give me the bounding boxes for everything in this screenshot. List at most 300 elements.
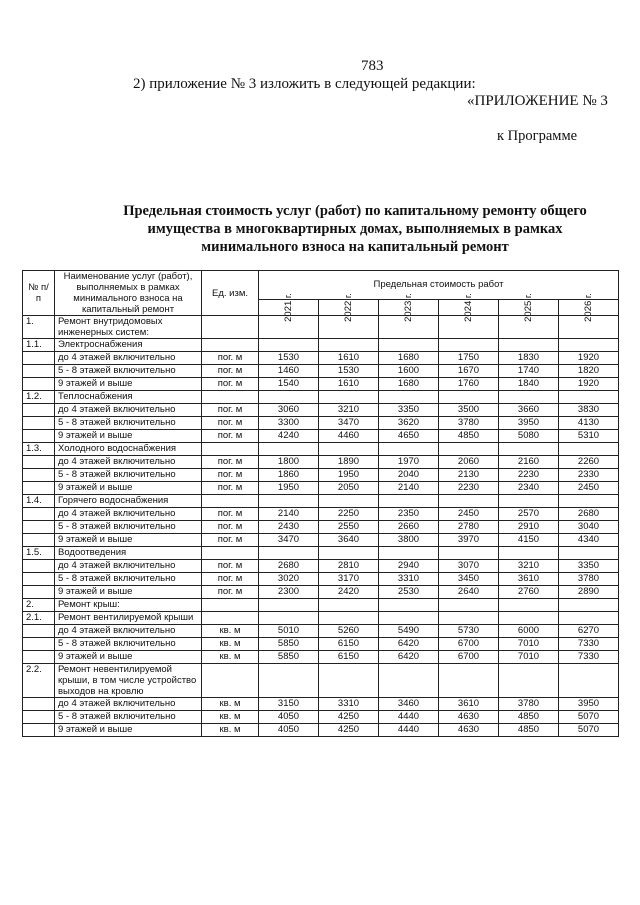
row-num <box>23 378 55 391</box>
row-value: 3470 <box>319 417 379 430</box>
appendix-subtitle: к Программе <box>497 128 578 144</box>
row-name: 9 этажей и выше <box>55 482 202 495</box>
table-row <box>23 417 619 430</box>
row-value: 2260 <box>559 456 619 469</box>
row-value: 3660 <box>499 404 559 417</box>
row-value <box>319 612 379 625</box>
table-body <box>23 316 619 737</box>
row-num <box>23 430 55 443</box>
row-value <box>499 495 559 508</box>
row-value: 4340 <box>559 534 619 547</box>
row-unit: пог. м <box>202 586 259 599</box>
row-value: 1830 <box>499 352 559 365</box>
section-row <box>23 391 619 404</box>
row-unit: пог. м <box>202 430 259 443</box>
row-num <box>23 698 55 711</box>
row-value: 3450 <box>439 573 499 586</box>
row-name: до 4 этажей включительно <box>55 508 202 521</box>
header-year: 2023 г. <box>379 299 439 315</box>
row-unit: пог. м <box>202 573 259 586</box>
row-name: до 4 этажей включительно <box>55 625 202 638</box>
row-value: 2550 <box>319 521 379 534</box>
row-value: 2050 <box>319 482 379 495</box>
row-value: 1600 <box>379 365 439 378</box>
row-value: 2060 <box>439 456 499 469</box>
row-value: 3020 <box>259 573 319 586</box>
row-unit <box>202 339 259 352</box>
row-unit <box>202 495 259 508</box>
row-value <box>559 664 619 698</box>
row-value: 3150 <box>259 698 319 711</box>
row-num: 1.5. <box>23 547 55 560</box>
row-num <box>23 352 55 365</box>
row-unit: кв. м <box>202 651 259 664</box>
row-value: 2420 <box>319 586 379 599</box>
row-value <box>259 547 319 560</box>
row-value: 2570 <box>499 508 559 521</box>
row-name: Теплоснабжения <box>55 391 202 404</box>
header-year: 2021 г. <box>259 299 319 315</box>
header-year: 2025 г. <box>499 299 559 315</box>
row-num <box>23 456 55 469</box>
row-value <box>379 664 439 698</box>
row-unit: пог. м <box>202 508 259 521</box>
row-unit: кв. м <box>202 698 259 711</box>
row-unit: пог. м <box>202 482 259 495</box>
row-value: 2140 <box>259 508 319 521</box>
row-unit: пог. м <box>202 378 259 391</box>
row-value: 1540 <box>259 378 319 391</box>
row-num: 2. <box>23 599 55 612</box>
row-name: до 4 этажей включительно <box>55 560 202 573</box>
row-unit: пог. м <box>202 534 259 547</box>
row-value <box>379 391 439 404</box>
row-unit: кв. м <box>202 638 259 651</box>
table-row <box>23 625 619 638</box>
row-value: 5850 <box>259 638 319 651</box>
row-value: 1530 <box>319 365 379 378</box>
intro-line: 2) приложение № 3 изложить в следующей редакции: <box>133 76 476 92</box>
row-value <box>379 547 439 560</box>
row-value: 2530 <box>379 586 439 599</box>
row-unit: кв. м <box>202 625 259 638</box>
row-value: 4150 <box>499 534 559 547</box>
row-value: 3070 <box>439 560 499 573</box>
row-value <box>499 391 559 404</box>
row-num <box>23 482 55 495</box>
row-value: 3780 <box>439 417 499 430</box>
row-value: 7010 <box>499 638 559 651</box>
row-value: 2450 <box>559 482 619 495</box>
row-value: 2890 <box>559 586 619 599</box>
row-value: 2330 <box>559 469 619 482</box>
row-unit: кв. м <box>202 711 259 724</box>
table-row <box>23 482 619 495</box>
row-unit: пог. м <box>202 417 259 430</box>
row-value: 7330 <box>559 638 619 651</box>
row-value: 2250 <box>319 508 379 521</box>
row-value <box>379 612 439 625</box>
row-name: 9 этажей и выше <box>55 534 202 547</box>
row-value <box>439 495 499 508</box>
row-value: 3210 <box>319 404 379 417</box>
table-row <box>23 638 619 651</box>
row-unit <box>202 316 259 339</box>
row-value: 1460 <box>259 365 319 378</box>
row-value: 1680 <box>379 378 439 391</box>
section-row <box>23 664 619 698</box>
row-value <box>259 443 319 456</box>
header-num: № п/п <box>23 271 55 316</box>
row-value <box>499 547 559 560</box>
row-value: 1610 <box>319 352 379 365</box>
row-value: 2230 <box>499 469 559 482</box>
row-value <box>379 443 439 456</box>
header-name: Наименование услуг (работ), выполняемых в рамках минимального взноса на капитальный ремонт <box>55 271 202 316</box>
row-num <box>23 625 55 638</box>
row-unit <box>202 599 259 612</box>
row-num <box>23 573 55 586</box>
row-value: 2430 <box>259 521 319 534</box>
row-value: 3620 <box>379 417 439 430</box>
row-unit: пог. м <box>202 404 259 417</box>
row-value: 2780 <box>439 521 499 534</box>
row-value: 2910 <box>499 521 559 534</box>
row-value: 4850 <box>499 711 559 724</box>
row-name: 5 - 8 этажей включительно <box>55 417 202 430</box>
row-value: 3060 <box>259 404 319 417</box>
row-value <box>259 664 319 698</box>
row-value: 4240 <box>259 430 319 443</box>
row-value <box>559 612 619 625</box>
row-value: 1920 <box>559 352 619 365</box>
row-value: 2130 <box>439 469 499 482</box>
row-value: 5070 <box>559 711 619 724</box>
row-name: 5 - 8 этажей включительно <box>55 638 202 651</box>
row-value: 2450 <box>439 508 499 521</box>
row-value: 4050 <box>259 724 319 737</box>
row-value: 1670 <box>439 365 499 378</box>
row-unit: пог. м <box>202 352 259 365</box>
page-number: 783 <box>361 58 384 74</box>
row-value <box>379 339 439 352</box>
row-value: 2680 <box>559 508 619 521</box>
row-value <box>259 495 319 508</box>
row-value: 2680 <box>259 560 319 573</box>
row-name: Ремонт внутридомовых инженерных систем: <box>55 316 202 339</box>
row-value <box>439 443 499 456</box>
row-value <box>319 443 379 456</box>
row-num <box>23 365 55 378</box>
row-name: Холодного водоснабжения <box>55 443 202 456</box>
row-value: 3300 <box>259 417 319 430</box>
row-value: 3610 <box>499 573 559 586</box>
row-num <box>23 404 55 417</box>
row-value: 5070 <box>559 724 619 737</box>
row-value: 5010 <box>259 625 319 638</box>
row-value: 5080 <box>499 430 559 443</box>
row-name: Горячего водоснабжения <box>55 495 202 508</box>
row-value: 6420 <box>379 638 439 651</box>
row-num <box>23 724 55 737</box>
row-value: 1740 <box>499 365 559 378</box>
row-value: 4650 <box>379 430 439 443</box>
row-value: 2810 <box>319 560 379 573</box>
appendix-title: «ПРИЛОЖЕНИЕ № 3 <box>467 93 608 109</box>
row-value: 6270 <box>559 625 619 638</box>
row-num <box>23 417 55 430</box>
row-unit: пог. м <box>202 365 259 378</box>
row-name: 5 - 8 этажей включительно <box>55 365 202 378</box>
row-value: 5850 <box>259 651 319 664</box>
row-value: 4440 <box>379 711 439 724</box>
table-row <box>23 698 619 711</box>
row-name: Ремонт невентилируемой крыши, в том числе устройство выходов на кровлю <box>55 664 202 698</box>
table-row <box>23 711 619 724</box>
section-row <box>23 495 619 508</box>
document-title: Предельная стоимость услуг (работ) по капитальному ремонту общего имущества в многоквартирных домах, выполняемых в рамках минимального взноса на капитальный ремонт <box>123 203 587 255</box>
header-year: 2022 г. <box>319 299 379 315</box>
row-value: 2660 <box>379 521 439 534</box>
row-name: до 4 этажей включительно <box>55 456 202 469</box>
row-num: 1.4. <box>23 495 55 508</box>
row-num <box>23 521 55 534</box>
row-value: 1760 <box>439 378 499 391</box>
row-value: 4440 <box>379 724 439 737</box>
cost-table <box>22 270 619 737</box>
row-value: 4050 <box>259 711 319 724</box>
row-value: 2940 <box>379 560 439 573</box>
section-row <box>23 599 619 612</box>
row-value <box>319 599 379 612</box>
row-num <box>23 534 55 547</box>
row-value: 3800 <box>379 534 439 547</box>
row-num: 2.2. <box>23 664 55 698</box>
section-row <box>23 547 619 560</box>
table-row <box>23 521 619 534</box>
row-name: 5 - 8 этажей включительно <box>55 711 202 724</box>
row-value: 1890 <box>319 456 379 469</box>
row-value: 2230 <box>439 482 499 495</box>
row-value: 3500 <box>439 404 499 417</box>
row-value: 4630 <box>439 711 499 724</box>
row-num <box>23 638 55 651</box>
row-value: 4460 <box>319 430 379 443</box>
row-value: 3460 <box>379 698 439 711</box>
row-num: 1.3. <box>23 443 55 456</box>
section-row <box>23 339 619 352</box>
row-value: 5730 <box>439 625 499 638</box>
row-num <box>23 560 55 573</box>
row-value: 5490 <box>379 625 439 638</box>
row-value: 1610 <box>319 378 379 391</box>
row-value: 5260 <box>319 625 379 638</box>
row-value: 6150 <box>319 638 379 651</box>
header-year: 2024 г. <box>439 299 499 315</box>
row-name: 9 этажей и выше <box>55 724 202 737</box>
row-value <box>559 547 619 560</box>
row-value <box>319 495 379 508</box>
row-unit <box>202 664 259 698</box>
row-value <box>439 664 499 698</box>
row-value <box>259 612 319 625</box>
row-value: 2640 <box>439 586 499 599</box>
table-row <box>23 365 619 378</box>
table-row <box>23 456 619 469</box>
row-num: 1.2. <box>23 391 55 404</box>
header-year: 2026 г. <box>559 299 619 315</box>
row-name: до 4 этажей включительно <box>55 698 202 711</box>
row-value: 1680 <box>379 352 439 365</box>
row-value <box>379 599 439 612</box>
row-value: 7010 <box>499 651 559 664</box>
row-name: 5 - 8 этажей включительно <box>55 573 202 586</box>
row-num <box>23 469 55 482</box>
table-row <box>23 560 619 573</box>
table-row <box>23 573 619 586</box>
row-unit: пог. м <box>202 469 259 482</box>
row-value <box>319 391 379 404</box>
row-name: Электроснабжения <box>55 339 202 352</box>
row-value: 7330 <box>559 651 619 664</box>
row-unit <box>202 612 259 625</box>
row-value <box>259 391 319 404</box>
row-value: 4130 <box>559 417 619 430</box>
row-value: 4850 <box>439 430 499 443</box>
row-value: 4850 <box>499 724 559 737</box>
table-row <box>23 378 619 391</box>
row-name: до 4 этажей включительно <box>55 404 202 417</box>
row-value: 2340 <box>499 482 559 495</box>
section-row <box>23 612 619 625</box>
row-num <box>23 711 55 724</box>
row-value: 3040 <box>559 521 619 534</box>
row-value <box>559 443 619 456</box>
row-value: 1860 <box>259 469 319 482</box>
row-value <box>559 495 619 508</box>
row-value: 1950 <box>259 482 319 495</box>
row-value: 3780 <box>559 573 619 586</box>
row-value: 3350 <box>379 404 439 417</box>
row-value <box>499 339 559 352</box>
row-value <box>559 391 619 404</box>
row-num <box>23 508 55 521</box>
row-name: 9 этажей и выше <box>55 378 202 391</box>
row-name: Ремонт крыш: <box>55 599 202 612</box>
row-name: 9 этажей и выше <box>55 651 202 664</box>
row-value <box>559 339 619 352</box>
section-row <box>23 443 619 456</box>
row-value: 6700 <box>439 651 499 664</box>
row-name: 9 этажей и выше <box>55 430 202 443</box>
row-value: 2760 <box>499 586 559 599</box>
row-name: 5 - 8 этажей включительно <box>55 521 202 534</box>
row-value: 2350 <box>379 508 439 521</box>
table-row <box>23 724 619 737</box>
row-unit: пог. м <box>202 560 259 573</box>
row-value <box>439 339 499 352</box>
header-cost: Предельная стоимость работ <box>259 271 619 300</box>
row-value: 6700 <box>439 638 499 651</box>
row-value: 3950 <box>499 417 559 430</box>
row-value: 1920 <box>559 378 619 391</box>
table-row <box>23 651 619 664</box>
row-value: 3350 <box>559 560 619 573</box>
row-value: 2300 <box>259 586 319 599</box>
row-value <box>499 443 559 456</box>
row-value: 3210 <box>499 560 559 573</box>
row-value <box>559 599 619 612</box>
row-value <box>439 599 499 612</box>
row-name: Ремонт вентилируемой крыши <box>55 612 202 625</box>
row-name: 9 этажей и выше <box>55 586 202 599</box>
row-unit: пог. м <box>202 521 259 534</box>
row-num: 2.1. <box>23 612 55 625</box>
row-value <box>499 612 559 625</box>
row-value: 3640 <box>319 534 379 547</box>
row-value <box>439 547 499 560</box>
row-num: 1. <box>23 316 55 339</box>
row-unit: пог. м <box>202 456 259 469</box>
row-value: 1800 <box>259 456 319 469</box>
row-value <box>319 547 379 560</box>
table-row <box>23 430 619 443</box>
row-value: 2160 <box>499 456 559 469</box>
row-value: 3310 <box>379 573 439 586</box>
row-value: 1970 <box>379 456 439 469</box>
row-value: 1950 <box>319 469 379 482</box>
row-value: 3610 <box>439 698 499 711</box>
row-value <box>499 664 559 698</box>
row-name: 5 - 8 этажей включительно <box>55 469 202 482</box>
row-value: 4250 <box>319 724 379 737</box>
row-value <box>259 339 319 352</box>
row-value: 6420 <box>379 651 439 664</box>
row-value <box>439 612 499 625</box>
row-num <box>23 651 55 664</box>
row-value: 2140 <box>379 482 439 495</box>
table-row <box>23 404 619 417</box>
row-value: 2040 <box>379 469 439 482</box>
header-unit: Ед. изм. <box>202 271 259 316</box>
row-value <box>319 664 379 698</box>
table-row <box>23 534 619 547</box>
row-value: 3970 <box>439 534 499 547</box>
table-row <box>23 352 619 365</box>
row-value: 1750 <box>439 352 499 365</box>
table-row <box>23 469 619 482</box>
row-value <box>319 339 379 352</box>
row-unit <box>202 547 259 560</box>
row-value: 3470 <box>259 534 319 547</box>
row-value: 1820 <box>559 365 619 378</box>
row-value: 1840 <box>499 378 559 391</box>
row-unit: кв. м <box>202 724 259 737</box>
row-num <box>23 586 55 599</box>
row-value: 3170 <box>319 573 379 586</box>
row-value <box>439 391 499 404</box>
row-name: Водоотведения <box>55 547 202 560</box>
row-value: 3950 <box>559 698 619 711</box>
row-value: 6150 <box>319 651 379 664</box>
row-value: 3310 <box>319 698 379 711</box>
row-value: 3830 <box>559 404 619 417</box>
row-value: 1530 <box>259 352 319 365</box>
row-num: 1.1. <box>23 339 55 352</box>
table-row <box>23 508 619 521</box>
table-row <box>23 586 619 599</box>
row-value <box>259 599 319 612</box>
